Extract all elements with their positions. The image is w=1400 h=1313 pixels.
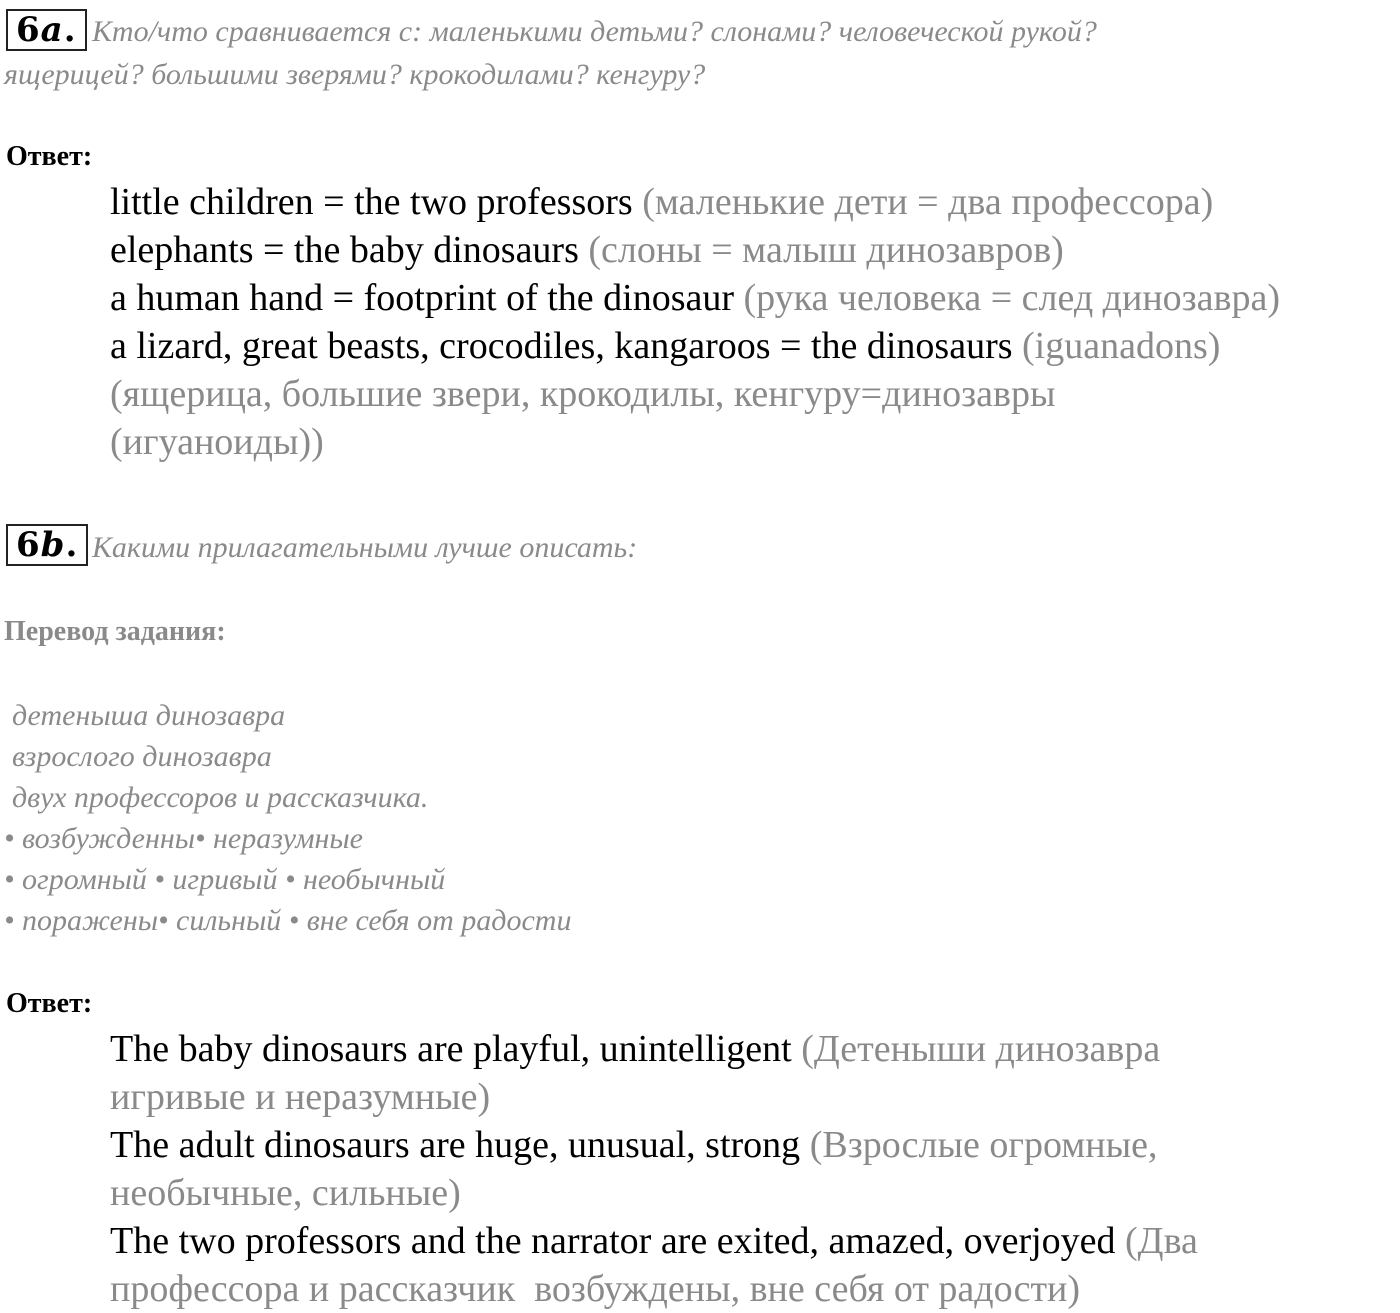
answer-label-6a: Ответ: [6,141,93,172]
translation-label: Перевод задания: [4,616,226,647]
answer-6a-2 [110,226,1064,274]
answer-ru: (Детеныши динозавра [801,1028,1161,1070]
answer-6b-1-cont: игривые и неразумные) [110,1076,491,1118]
answer-en: little children = the two professors [110,181,633,223]
answer-en: a human hand = footprint of the dinosaur [110,277,735,319]
answer-6a-ru-cont-2: (игуаноиды)) [110,421,324,463]
answer-6b-1 [110,1025,1160,1073]
answer-6a-1 [110,178,1213,226]
translation-line-3: двух профессоров и рассказчика. [12,781,429,814]
answer-en: The baby dinosaurs are playful, unintelligent [110,1028,792,1070]
answer-en: a lizard, great beasts, crocodiles, kangaroos = the dinosaurs [110,325,1013,367]
answer-6a-3 [110,274,1280,322]
translation-line-4: • возбужденны• неразумные [4,822,363,855]
answer-6b-3-cont: профессора и рассказчик возбуждены, вне себя от радости) [110,1268,1081,1310]
exercise-letter: a [40,10,64,50]
answer-6a-ru-cont-1: (ящерица, большие звери, крокодилы, кенгуру=динозавры [110,373,1056,415]
answer-6a-4 [110,322,1220,370]
translation-line-5: • огромный • игривый • необычный [4,863,446,896]
task-6a-line2: ящерицей? большими зверями? крокодилами? кенгуру? [4,58,706,91]
answer-ru: (слоны = малыш динозавров) [588,229,1064,271]
exercise-number: 6 [16,10,41,50]
translation-line-1: детеныша динозавра [12,699,286,732]
answer-ru: (iguanadons) [1022,325,1221,367]
task-6a-line1: Кто/что сравнивается с: маленькими детьми? слонами? человеческой рукой? [92,15,1097,48]
exercise-number: 6 [16,525,41,565]
answer-en: The adult dinosaurs are huge, unusual, strong [110,1124,801,1166]
answer-ru: (Два [1125,1220,1198,1262]
exercise-letter: b [40,525,66,565]
translation-line-6: • поражены• сильный • вне себя от радости [4,904,572,937]
answer-label-6b: Ответ: [6,988,93,1019]
exercise-badge-6a: 6a. [6,9,87,51]
answer-6b-2 [110,1121,1158,1169]
answer-ru: (маленькие дети = два профессора) [642,181,1214,223]
task-6b: Какими прилагательными лучше описать: [92,531,638,564]
translation-line-2: взрослого динозавра [12,740,272,773]
answer-en: The two professors and the narrator are exited, amazed, overjoyed [110,1220,1116,1262]
answer-ru: (рука человека = след динозавра) [743,277,1281,319]
answer-en: elephants = the baby dinosaurs [110,229,579,271]
exercise-badge-6b: 6b. [6,524,88,566]
answer-6b-2-cont: необычные, сильные) [110,1172,461,1214]
answer-6b-3 [110,1217,1198,1265]
answer-ru: (Взрослые огромные, [809,1124,1158,1166]
